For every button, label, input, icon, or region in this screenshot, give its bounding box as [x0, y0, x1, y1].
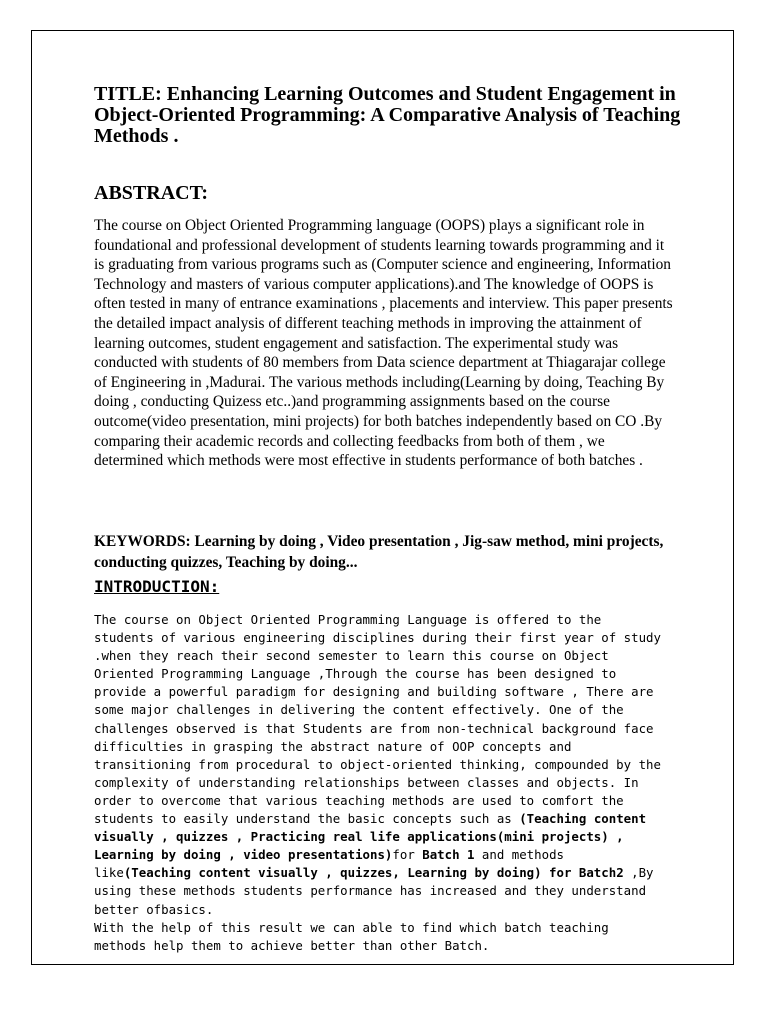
- introduction-heading: INTRODUCTION:: [94, 577, 220, 596]
- intro-bold-methods-batch2: (Teaching content visually , quizzes, Learning by doing) for Batch2: [123, 865, 624, 881]
- intro-text-4: ,By using these methods students performance has increased and they understand better ofbasics.: [94, 865, 654, 917]
- paper-title: TITLE: Enhancing Learning Outcomes and Student Engagement in Object-Oriented Programming: A Comparative Analysis of Teaching Methods .: [94, 83, 681, 147]
- keywords: KEYWORDS: Learning by doing , Video presentation , Jig-saw method, mini projects, conducting quizzes, Teaching by doing...: [94, 533, 664, 571]
- intro-text-1: The course on Object Oriented Programming Language is offered to the students of various engineering disciplines during their first year of study .when they reach their second semester to learn this course on Object Oriented Programming Language ,Through the course has been designed to provide a powerful paradigm for designing and building software , There are some major challenges in delivering the content effectively. One of the challenges observed is that Students are from non-technical background face difficulties in grasping the abstract nature of OOP concepts and transitioning from procedural to object-oriented thinking, compounded by the complexity of understanding relationships between classes and objects. In order to overcome that various teaching methods are used to comfort the students to easily understand the basic concepts such as: [94, 612, 661, 827]
- abstract-body: The course on Object Oriented Programming language (OOPS) plays a significant role in foundational and professional development of students learning towards programming and it is graduating from various programs such as (Computer science and engineering, Information Technology and masters of various computer applications).and The knowledge of OOPS is often tested in many of entrance examinations , placements and interview. This paper presents the detailed impact analysis of different teaching methods in improving the attainment of learning outcomes, student engagement and satisfaction. The experimental study was conducted with students of 80 members from Data science department at Thiagarajar college of Engineering in ,Madurai. The various methods including(Learning by doing, Teaching By doing , conducting Quizess etc..)and programming assignments based on the course outcome(video presentation, mini projects) for both batches independently based on CO .By comparing their academic records and collecting feedbacks from both of them , we determined which methods were most effective in students performance of both batches .: [94, 217, 673, 470]
- abstract-heading: ABSTRACT:: [94, 182, 209, 204]
- intro-bold-batch1: Batch 1: [422, 847, 475, 863]
- intro-bold-methods-batch1: (Teaching content visually , quizzes , Practicing real life applications(mini projects) , Learning by doing , video presentations): [94, 811, 647, 863]
- introduction-body: [94, 611, 668, 955]
- intro-paragraph-2: With the help of this result we can able to find which batch teaching methods help them to achieve better than other Batch.: [94, 919, 609, 953]
- intro-text-2: for: [392, 847, 423, 863]
- intro-text-3: and methods like: [94, 847, 564, 881]
